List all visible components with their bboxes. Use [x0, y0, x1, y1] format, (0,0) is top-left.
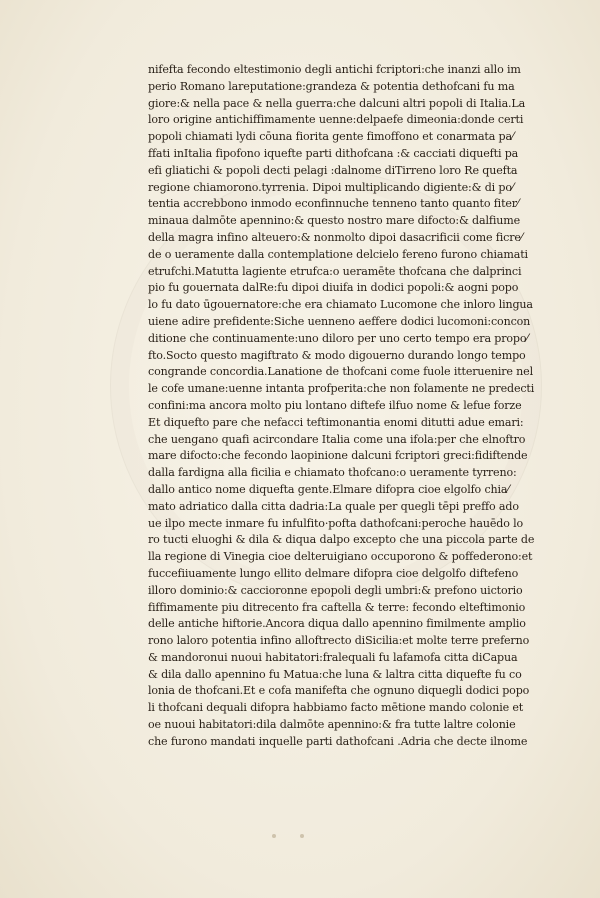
text-line: fto.Socto questo magiftrato & modo digouerno durando longo tempo	[148, 348, 526, 362]
text-line: che furono mandati inquelle parti dathofcani .Adria che decte ilnome	[148, 734, 528, 748]
text-line: & dila dallo apennino fu Matua:che luna & laltra citta diquefte fu co	[148, 667, 522, 681]
text-line: oe nuoui habitatori:dila dalmōte apennino:& fra tutte laltre colonie	[148, 718, 516, 732]
text-line: ue ilpo mecte inmare fu infulfito·pofta dathofcani:peroche hauēdo lo	[148, 516, 524, 530]
text-line: Et diquefto pare che nefacci teftimonantia enomi ditutti adue emari:	[148, 415, 524, 429]
text-line: congrande concordia.Lanatione de thofcani come fuole itteruenire nel	[148, 365, 533, 379]
text-line: pio fu gouernata dalRe:fu dipoi diuifa in dodici popoli:& aogni popo	[148, 281, 519, 295]
text-line: della magra infino alteuero:& nonmolto dipoi dasacrificii come ficre⁄	[148, 230, 523, 244]
text-line: li thofcani dequali difopra habbiamo facto mētione mando colonie et	[148, 701, 524, 715]
text-line: fiffimamente piu ditrecento fra caftella & terre: fecondo elteftimonio	[148, 600, 526, 614]
text-line: dalla fardigna alla ficilia e chiamato thofcano:o ueramente tyrreno:	[148, 466, 517, 480]
text-line: de o ueramente dalla contemplatione delcielo fereno furono chiamati	[148, 247, 528, 261]
text-line: rono laloro potentia infino alloftrecto diSicilia:et molte terre preferno	[148, 634, 530, 648]
text-line: dallo antico nome diquefta gente.Elmare difopra cioe elgolfo chia⁄	[148, 482, 510, 496]
text-line: tentia accrebbono inmodo econfinnuche tenneno tanto quanto fiter⁄	[148, 197, 519, 211]
text-line: illoro dominio:& caccioronne epopoli degli umbri:& prefono uictorio	[148, 583, 523, 597]
text-line: giore:& nella pace & nella guerra:che dalcuni altri popoli di Italia.La	[148, 96, 526, 110]
text-column	[148, 62, 564, 751]
text-line: popoli chiamati lydi cōuna fiorita gente fimoffono et conarmata pa⁄	[148, 130, 514, 144]
text-line: ro tucti eluoghi & dila & diqua dalpo excepto che una piccola parte de	[148, 533, 535, 547]
text-line: che uengano quafi acircondare Italia come una ifola:per che elnoftro	[148, 432, 526, 446]
text-line: efi gliatichi & popoli decti pelagi :dalnome diTirreno loro Re quefta	[148, 163, 518, 177]
text-line: regione chiamorono.tyrrenia. Dipoi multiplicando digiente:& di po⁄	[148, 180, 514, 194]
text-line: minaua dalmōte apennino:& questo nostro mare difocto:& dalfiume	[148, 214, 521, 228]
text-line: ditione che continuamente:uno diloro per uno certo tempo era propo⁄	[148, 331, 529, 345]
page-marks	[270, 828, 330, 848]
text-line: loro origine antichiffimamente uenne:delpaefe dimeonia:donde certi	[148, 113, 524, 127]
text-line: ffati inItalia fipofono iquefte parti dithofcana :& cacciati diquefti pa	[148, 146, 519, 160]
text-line: confini:ma ancora molto piu lontano diftefe ilfuo nome & lefue forze	[148, 398, 522, 412]
text-line: lo fu dato ūgouernatore:che era chiamato Lucomone che inloro lingua	[148, 298, 533, 312]
text-line: lonia de thofcani.Et e cofa manifefta che ognuno diquegli dodici popo	[148, 684, 530, 698]
text-line: lla regione di Vinegia cioe delteruigiano occuporono & poffederono:et	[148, 550, 533, 564]
text-line: nifefta fecondo eltestimonio degli antichi fcriptori:che inanzi allo im	[148, 63, 521, 76]
text-line: mare difocto:che fecondo laopinione dalcuni fcriptori greci:fidiftende	[148, 449, 528, 463]
ink-dot	[300, 834, 304, 838]
text-line: le cofe umane:uenne intanta profperita:che non folamente ne predecti	[148, 382, 535, 396]
text-line: mato adriatico dalla citta dadria:La quale per quegli tēpi preffo ado	[148, 499, 519, 513]
text-line: uiene adire prefidente:Siche uenneno aeffere dodici lucomoni:concon	[148, 314, 531, 328]
ink-dot	[272, 834, 276, 838]
text-line: delle antiche hiftorie.Ancora diqua dallo apennino fimilmente amplio	[148, 617, 526, 631]
text-line: fuccefiiuamente lungo ellito delmare difopra cioe delgolfo diftefeno	[148, 566, 519, 580]
text-line: & mandoronui nuoui habitatori:fralequali fu lafamofa citta diCapua	[148, 650, 518, 664]
text-line: etrufchi.Matutta lagiente etrufca:o ueramēte thofcana che dalprinci	[148, 264, 522, 278]
text-line: perio Romano lareputatione:grandeza & potentia dethofcani fu ma	[148, 79, 515, 93]
